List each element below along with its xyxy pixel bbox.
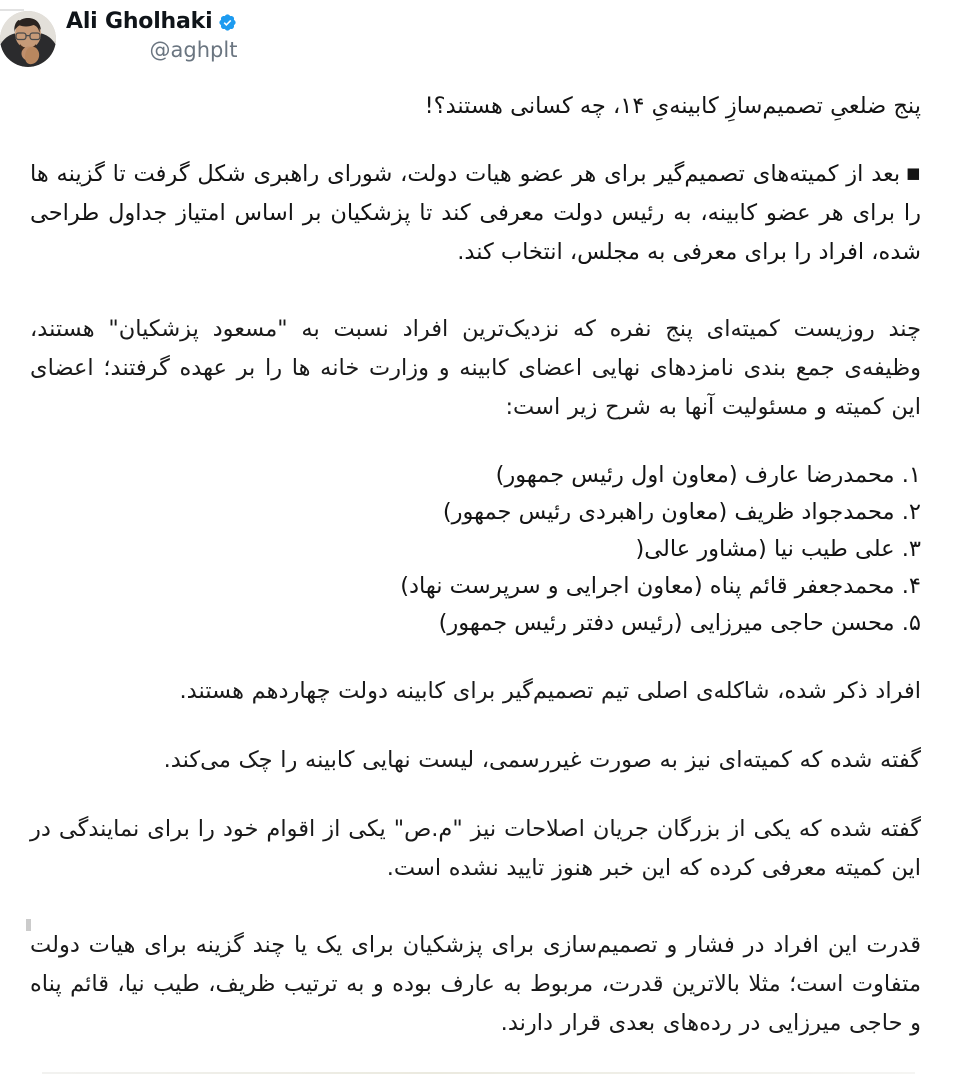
- list-item: ۴. محمدجعفر قائم پناه (معاون اجرایی و سرپرست نهاد): [400, 573, 921, 599]
- post-header: [0, 0, 957, 72]
- bottom-divider: [42, 1072, 915, 1074]
- post-body: [0, 72, 957, 1043]
- left-edge-artifact: [26, 919, 31, 931]
- user-handle[interactable]: @aghplt: [149, 38, 238, 62]
- bullet-square-icon: ■: [906, 164, 921, 182]
- spacer: [30, 427, 921, 457]
- display-name: Ali Gholhaki: [66, 9, 213, 34]
- paragraph-1-text: بعد از کمیته‌های تصمیم‌گیر برای هر عضو هیات دولت، شورای راهبری شکل گرفت تا گزینه ها را برای هر عضو کابینه، به رئیس دولت معرفی کند تا پزشکیان بر اساس امتیاز جداول طراحی شده، افراد را برای معرفی به مجلس، انتخاب کند.: [30, 161, 921, 265]
- spacer: [30, 642, 921, 672]
- post-headline: پنج ضلعیِ تصمیم‌سازِ کابینه‌یِ ۱۴، چه کسانی هستند؟!: [424, 93, 921, 119]
- spacer: [30, 780, 921, 810]
- top-edge-artifact: [0, 9, 24, 11]
- user-identity: [66, 7, 237, 64]
- list-item: ۲. محمدجواد ظریف (معاون راهبردی رئیس جمهور): [442, 499, 921, 525]
- paragraph-4: گفته شده که کمیته‌ای نیز به صورت غیررسمی، لیست نهایی کابینه را چک می‌کند.: [163, 747, 921, 773]
- list-item: ۱. محمدرضا عارف (معاون اول رئیس جمهور): [495, 462, 921, 488]
- user-avatar-photo[interactable]: [0, 11, 56, 67]
- spacer: [30, 888, 921, 926]
- paragraph-3: افراد ذکر شده، شاکله‌ی اصلی تیم تصمیم‌گیر برای کابینه دولت چهاردهم هستند.: [179, 678, 921, 704]
- spacer: [30, 72, 921, 88]
- paragraph-2: چند روزیست کمیته‌ای پنج نفره که نزدیک‌ترین افراد نسبت به "مسعود پزشکیان" هستند، وظیفه‌ی جمع بندی نامزدهای نهایی اعضای کابینه و وزارت خانه ها را بر عهده گرفتند؛ اعضای این کمیته و مسئولیت آنها به شرح زیر است:: [30, 316, 921, 420]
- spacer: [30, 272, 921, 310]
- list-item: ۳. علی طیب نیا (مشاور عالی(: [635, 536, 921, 562]
- members-list: [30, 457, 921, 642]
- bulleted-paragraph: [30, 154, 921, 272]
- paragraph-5: گفته شده که یکی از بزرگان جریان اصلاحات نیز "م.ص" یکی از اقوام خود را برای نمایندگی در این کمیته معرفی کرده که این خبر هنوز تایید نشده است.: [30, 816, 921, 881]
- spacer: [30, 124, 921, 154]
- paragraph-6: قدرت این افراد در فشار و تصمیم‌سازی برای پزشکیان برای یک یا چند گزینه برای هیات دولت متفاوت است؛ مثلا بالاترین قدرت، مربوط به عارف بوده و به ترتیب ظریف، طیب نیا، قائم پناه و حاجی میرزایی در رده‌های بعدی قرار دارند.: [30, 932, 921, 1036]
- spacer: [30, 711, 921, 741]
- verified-badge-icon: [218, 13, 237, 32]
- display-name-row: [66, 9, 237, 35]
- list-item: ۵. محسن حاجی میرزایی (رئیس دفتر رئیس جمهور): [438, 610, 921, 636]
